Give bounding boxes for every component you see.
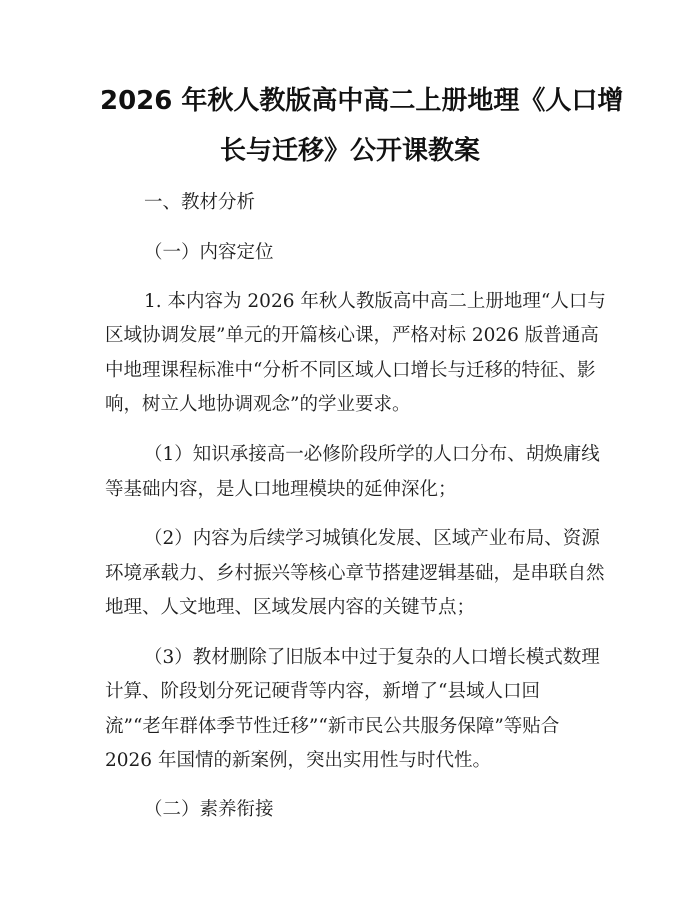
paragraph-4-line-3: 流”“老年群体季节性迁移”“新市民公共服务保障”等贴合 — [105, 716, 560, 737]
document-title-line-2: 长与迁移》公开课教案 — [219, 136, 480, 166]
paragraph-1-line-4: 响，树立人地协调观念”的学业要求。 — [105, 394, 411, 415]
subsection-heading-literacy-connection: （二）素养衔接 — [144, 799, 274, 820]
paragraph-2-line-1: （1）知识承接高一必修阶段所学的人口分布、胡焕庸线 — [144, 444, 600, 465]
paragraph-4-line-1: （3）教材删除了旧版本中过于复杂的人口增长模式数理 — [144, 647, 600, 668]
paragraph-1-line-3: 中地理课程标准中“分析不同区域人口增长与迁移的特征、影 — [105, 360, 596, 381]
subsection-heading-content-positioning: （一）内容定位 — [144, 242, 274, 263]
paragraph-1-line-2: 区域协调发展”单元的开篇核心课，严格对标 2026 版普通高 — [105, 325, 599, 346]
document-title-line-1: 2026 年秋人教版高中高二上册地理《人口增 — [100, 86, 624, 116]
paragraph-3-line-3: 地理、人文地理、区域发展内容的关键节点； — [105, 597, 476, 618]
section-heading-teaching-material-analysis: 一、教材分析 — [144, 192, 256, 213]
paragraph-4-line-2: 计算、阶段划分死记硬背等内容，新增了“县域人口回 — [105, 681, 540, 702]
paragraph-3-line-1: （2）内容为后续学习城镇化发展、区域产业布局、资源 — [144, 528, 600, 549]
paragraph-1-line-1: 1. 本内容为 2026 年秋人教版高中高二上册地理“人口与 — [144, 291, 606, 312]
paragraph-4-line-4: 2026 年国情的新案例，突出实用性与时代性。 — [105, 750, 491, 771]
paragraph-2-line-2: 等基础内容，是人口地理模块的延伸深化； — [105, 479, 457, 500]
paragraph-3-line-2: 环境承载力、乡村振兴等核心章节搭建逻辑基础，是串联自然 — [105, 563, 605, 584]
